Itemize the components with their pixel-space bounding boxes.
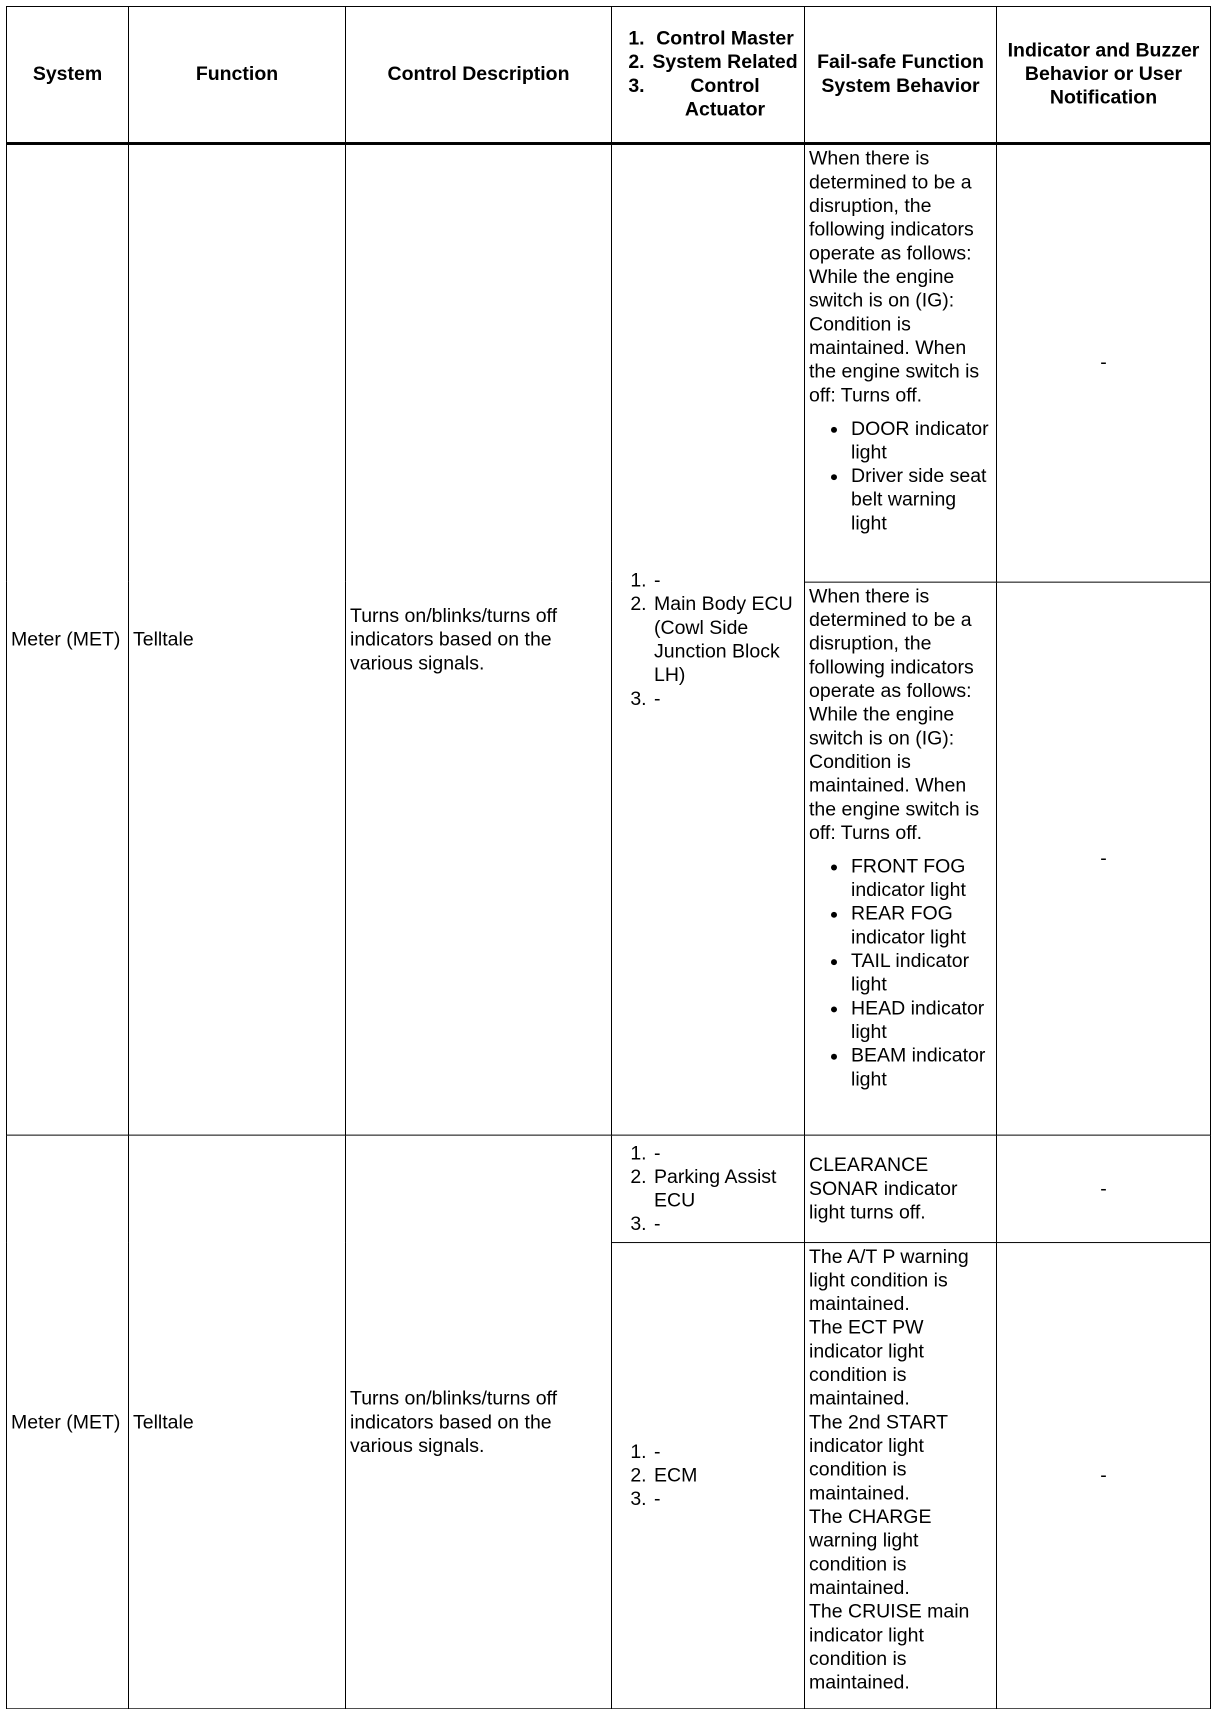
control-item: 3. - bbox=[652, 1487, 800, 1511]
failsafe-text: When there is determined to be a disruption, the following indicators operate as follows: While the engine switch is on (IG): Condition is maintained. When the engine switch is off: Turns off. bbox=[809, 585, 980, 844]
control-cell bbox=[612, 143, 805, 1135]
header-control-item: 2. System Related bbox=[650, 51, 800, 75]
indicator-cell: - bbox=[997, 1135, 1211, 1242]
control-list bbox=[616, 1440, 800, 1511]
control-item: 3. - bbox=[652, 687, 800, 711]
bullet-item: • HEAD indicator light bbox=[849, 996, 992, 1043]
fail-safe-table bbox=[6, 6, 1211, 1709]
indicator-cell: - bbox=[997, 143, 1211, 581]
header-control-master bbox=[612, 6, 805, 143]
header-indicator: Indicator and Buzzer Behavior or User Notification bbox=[997, 6, 1211, 143]
failsafe-line: The CRUISE main indicator light condition is maintained. bbox=[809, 1600, 970, 1694]
bullet-item: • FRONT FOG indicator light bbox=[849, 854, 992, 901]
control-cell bbox=[612, 1243, 805, 1709]
failsafe-cell bbox=[805, 582, 997, 1136]
failsafe-line: The CHARGE warning light condition is maintained. bbox=[809, 1506, 932, 1599]
bullet-item: • TAIL indicator light bbox=[849, 949, 992, 996]
table-row bbox=[7, 143, 1211, 581]
indicator-bullet-list bbox=[809, 854, 992, 1091]
control-item: 1. - bbox=[652, 569, 800, 593]
header-system: System bbox=[7, 6, 129, 143]
system-cell: Meter (MET) bbox=[7, 1135, 129, 1708]
bullet-item: • REAR FOG indicator light bbox=[849, 902, 992, 949]
header-function: Function bbox=[129, 6, 346, 143]
control-list bbox=[616, 1142, 800, 1237]
control-item: 2. ECM bbox=[652, 1464, 800, 1488]
failsafe-line: The ECT PW indicator light condition is maintained. bbox=[809, 1316, 924, 1410]
table-header-row bbox=[7, 6, 1211, 143]
failsafe-line: The A/T P warning light condition is maintained. bbox=[809, 1245, 969, 1315]
control-cell bbox=[612, 1135, 805, 1242]
bullet-item: • BEAM indicator light bbox=[849, 1044, 992, 1091]
indicator-bullet-list bbox=[809, 417, 992, 535]
failsafe-line: The 2nd START indicator light condition is maintained. bbox=[809, 1411, 948, 1505]
table-row bbox=[7, 1135, 1211, 1242]
control-item: 1. - bbox=[652, 1440, 800, 1464]
header-control-description: Control Description bbox=[346, 6, 612, 143]
indicator-cell: - bbox=[997, 1243, 1211, 1709]
header-failsafe: Fail-safe Function System Behavior bbox=[805, 6, 997, 143]
control-list bbox=[616, 569, 800, 711]
failsafe-text: When there is determined to be a disruption, the following indicators operate as follows: While the engine switch is on (IG): Condition is maintained. When the engine switch is off: Turns off. bbox=[809, 147, 980, 407]
header-control-item: 1. Control Master bbox=[650, 27, 800, 51]
function-cell: Telltale bbox=[129, 1135, 346, 1708]
control-item: 2. Main Body ECU (Cowl Side Junction Block LH) bbox=[652, 593, 800, 688]
function-cell: Telltale bbox=[129, 143, 346, 1135]
system-cell: Meter (MET) bbox=[7, 143, 129, 1135]
description-cell: Turns on/blinks/turns off indicators based on the various signals. bbox=[346, 1135, 612, 1708]
failsafe-cell: CLEARANCE SONAR indicator light turns off. bbox=[805, 1135, 997, 1242]
control-item: 3. - bbox=[652, 1213, 800, 1237]
indicator-cell: - bbox=[997, 582, 1211, 1136]
control-item: 2. Parking Assist ECU bbox=[652, 1165, 800, 1212]
header-control-list bbox=[616, 27, 800, 122]
description-cell: Turns on/blinks/turns off indicators based on the various signals. bbox=[346, 143, 612, 1135]
bullet-item: • DOOR indicator light bbox=[849, 417, 992, 464]
failsafe-cell bbox=[805, 1243, 997, 1709]
failsafe-cell bbox=[805, 143, 997, 581]
control-item: 1. - bbox=[652, 1142, 800, 1166]
header-control-item: 3. Control Actuator bbox=[650, 74, 800, 121]
bullet-item: • Driver side seat belt warning light bbox=[849, 464, 992, 535]
